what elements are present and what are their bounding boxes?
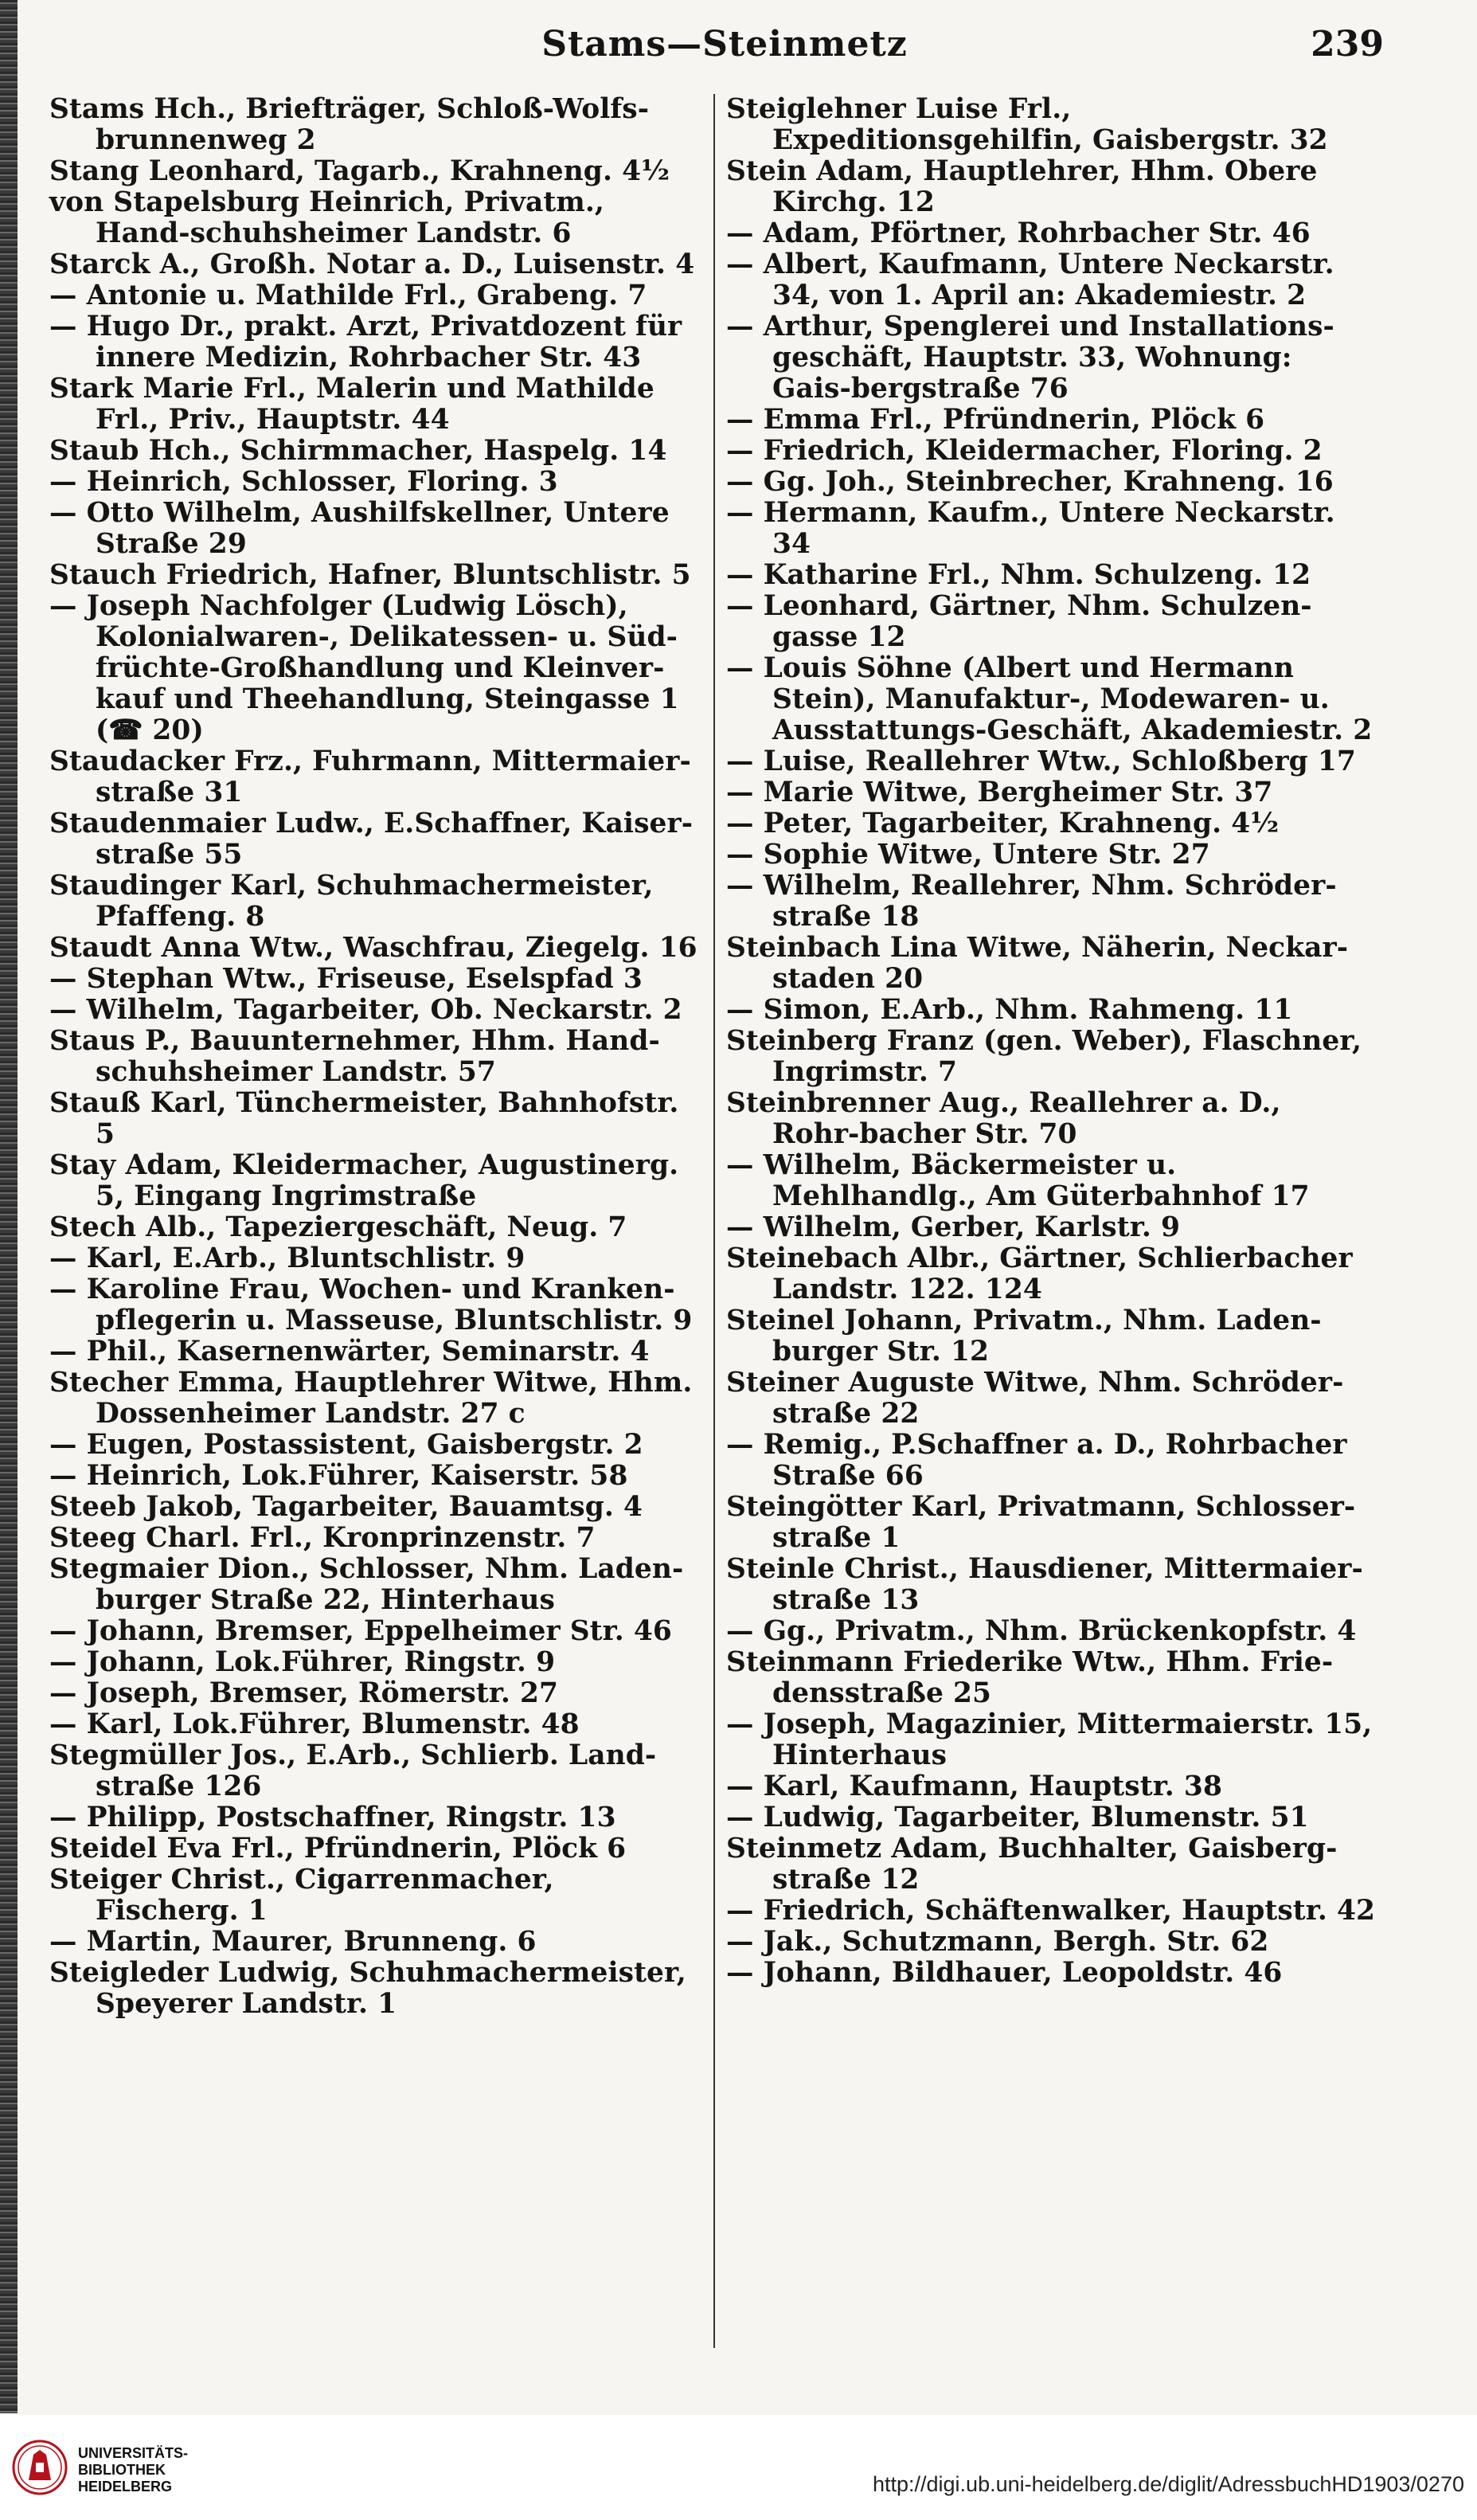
directory-entry: — Friedrich, Kleidermacher, Floring. 2 — [726, 435, 1323, 467]
page-number: 239 — [1311, 24, 1384, 65]
running-head: Stams—Steinmetz — [541, 24, 908, 65]
directory-entry: Steidel Eva Frl., Pfründnerin, Plöck 6 — [49, 1833, 627, 1865]
directory-entry: — Jak., Schutzmann, Bergh. Str. 62 — [726, 1926, 1269, 1958]
directory-entry: — Philipp, Postschaffner, Ringstr. 13 — [49, 1802, 616, 1833]
directory-entry: Steeg Charl. Frl., Kronprinzenstr. 7 — [49, 1522, 596, 1554]
left-column — [49, 94, 701, 2348]
directory-entry: — Wilhelm, Reallehrer, Nhm. Schröder-straße 18 — [726, 870, 1337, 933]
directory-entry: — Martin, Maurer, Brunneng. 6 — [49, 1926, 537, 1958]
directory-entry: — Emma Frl., Pfründnerin, Plöck 6 — [726, 404, 1265, 436]
column-divider — [713, 94, 715, 2348]
directory-entry: Steigleder Ludwig, Schuhmachermeister, Speyerer Landstr. 1 — [49, 1957, 696, 2020]
logo-line: UNIVERSITÄTS- — [78, 2445, 189, 2461]
directory-entry: — Gg. Joh., Steinbrecher, Krahneng. 16 — [726, 466, 1334, 498]
directory-entry: — Hugo Dr., prakt. Arzt, Privatdozent für innere Medizin, Rohrbacher Str. 43 — [49, 311, 692, 374]
directory-entry: — Wilhelm, Gerber, Karlstr. 9 — [726, 1211, 1180, 1243]
directory-entry: — Phil., Kasernenwärter, Seminarstr. 4 — [49, 1336, 650, 1368]
directory-entry: Stark Marie Frl., Malerin und Mathilde Frl., Priv., Hauptstr. 44 — [49, 373, 664, 436]
directory-entry: — Stephan Wtw., Friseuse, Eselspfad 3 — [49, 963, 643, 995]
directory-entry: — Arthur, Spenglerei und Installations-geschäft, Hauptstr. 33, Wohnung: Gais-bergstraße 76 — [726, 311, 1334, 405]
directory-entry: — Karoline Frau, Wochen- und Kranken-pflegerin u. Masseuse, Bluntschlistr. 9 — [49, 1274, 693, 1336]
directory-entry: — Adam, Pförtner, Rohrbacher Str. 46 — [726, 217, 1311, 249]
directory-entry: Staudt Anna Wtw., Waschfrau, Ziegelg. 16 — [49, 932, 697, 964]
directory-entry: — Simon, E.Arb., Nhm. Rahmeng. 11 — [726, 994, 1293, 1026]
directory-entry: — Wilhelm, Bäckermeister u. Mehlhandlg., Am Güterbahnhof 17 — [726, 1149, 1310, 1212]
library-seal-icon — [11, 2431, 68, 2504]
directory-entry: Stegmaier Dion., Schlosser, Nhm. Laden-burger Straße 22, Hinterhaus — [49, 1553, 684, 1616]
directory-entry: — Johann, Bildhauer, Leopoldstr. 46 — [726, 1957, 1283, 1989]
directory-entry: — Louis Söhne (Albert und Hermann Stein), Manufaktur-, Modewaren- u. Ausstattungs-Geschäft, Akademiestr. 2 — [726, 652, 1373, 746]
directory-entry: — Gg., Privatm., Nhm. Brückenkopfstr. 4 — [726, 1615, 1357, 1647]
directory-entry: — Karl, Lok.Führer, Blumenstr. 48 — [49, 1708, 580, 1740]
book-spine-edge — [0, 0, 18, 2413]
directory-entry: — Ludwig, Tagarbeiter, Blumenstr. 51 — [726, 1802, 1309, 1833]
directory-entry: Steiner Auguste Witwe, Nhm. Schröder-straße 22 — [726, 1367, 1344, 1430]
directory-entry: — Peter, Tagarbeiter, Krahneng. 4½ — [726, 808, 1280, 839]
directory-entry: Steinel Johann, Privatm., Nhm. Laden-burger Str. 12 — [726, 1305, 1322, 1368]
directory-entry: Staudenmaier Ludw., E.Schaffner, Kaiser-straße 55 — [49, 808, 694, 871]
directory-entry: — Otto Wilhelm, Aushilfskellner, Untere Straße 29 — [49, 497, 679, 560]
directory-entry: — Eugen, Postassistent, Gaisbergstr. 2 — [49, 1429, 643, 1461]
directory-entry: — Joseph Nachfolger (Ludwig Lösch), Kolonialwaren-, Delikatessen- u. Süd-früchte-Großhandlung und Kleinver-kauf und Theehandlung, Steingasse 1 (☎ 20) — [49, 590, 689, 746]
directory-entry: — Albert, Kaufmann, Untere Neckarstr. 34, von 1. April an: Akademiestr. 2 — [726, 248, 1344, 311]
directory-entry: von Stapelsburg Heinrich, Privatm., Hand-schuhsheimer Landstr. 6 — [49, 186, 615, 249]
directory-entry: Steinebach Albr., Gärtner, Schlierbacher Landstr. 122. 124 — [726, 1242, 1362, 1305]
directory-entry: Stecher Emma, Hauptlehrer Witwe, Hhm. Dossenheimer Landstr. 27 c — [49, 1367, 702, 1430]
directory-entry: Steinmetz Adam, Buchhalter, Gaisberg-straße 12 — [726, 1833, 1338, 1896]
directory-entry: Stauch Friedrich, Hafner, Bluntschlistr. 5 — [49, 559, 691, 591]
directory-entry: Stauß Karl, Tünchermeister, Bahnhofstr. 5 — [49, 1087, 689, 1150]
directory-entry: — Leonhard, Gärtner, Nhm. Schulzen-gasse 12 — [726, 590, 1312, 653]
directory-entry: — Johann, Bremser, Eppelheimer Str. 46 — [49, 1615, 672, 1647]
directory-entry: Steingötter Karl, Privatmann, Schlosser-straße 1 — [726, 1491, 1356, 1554]
directory-entry: Starck A., Großh. Notar a. D., Luisenstr. 4 — [49, 248, 695, 280]
directory-entry: Steinmann Friederike Wtw., Hhm. Frie-densstraße 25 — [726, 1646, 1334, 1709]
directory-entry: — Katharine Frl., Nhm. Schulzeng. 12 — [726, 559, 1311, 591]
directory-entry: Staudinger Karl, Schuhmachermeister, Pfaffeng. 8 — [49, 870, 663, 933]
directory-entry: Steinbach Lina Witwe, Näherin, Neckar-staden 20 — [726, 932, 1349, 995]
directory-entry: — Luise, Reallehrer Wtw., Schloßberg 17 — [726, 745, 1356, 777]
directory-entry: Steiger Christ., Cigarrenmacher, Fischerg. 1 — [49, 1864, 564, 1927]
directory-entry: Stech Alb., Tapeziergeschäft, Neug. 7 — [49, 1211, 627, 1243]
page-header — [48, 18, 1401, 73]
directory-columns — [49, 94, 1395, 2348]
directory-entry: — Remig., P.Schaffner a. D., Rohrbacher Straße 66 — [726, 1429, 1357, 1492]
directory-entry: — Antonie u. Mathilde Frl., Grabeng. 7 — [49, 280, 647, 311]
directory-entry: Steinbrenner Aug., Reallehrer a. D., Rohr-bacher Str. 70 — [726, 1087, 1291, 1150]
directory-entry: Steiglehner Luise Frl., Expeditionsgehilfin, Gaisbergstr. 32 — [726, 93, 1328, 156]
directory-entry: Staub Hch., Schirmmacher, Haspelg. 14 — [49, 435, 667, 467]
directory-entry: — Joseph, Bremser, Römerstr. 27 — [49, 1677, 559, 1709]
right-column — [726, 93, 1382, 2348]
directory-entry: Steinberg Franz (gen. Weber), Flaschner, Ingrimstr. 7 — [726, 1025, 1372, 1088]
directory-entry: Stams Hch., Briefträger, Schloß-Wolfs-brunnenweg 2 — [49, 93, 650, 156]
directory-entry: — Hermann, Kaufm., Untere Neckarstr. 34 — [726, 497, 1345, 560]
directory-entry: — Joseph, Magazinier, Mittermaierstr. 15, Hinterhaus — [726, 1708, 1382, 1771]
logo-line: HEIDELBERG — [78, 2479, 173, 2495]
library-logo-text — [78, 2445, 188, 2495]
directory-entry: — Karl, Kaufmann, Hauptstr. 38 — [726, 1771, 1222, 1802]
directory-entry: Stein Adam, Hauptlehrer, Hhm. Obere Kirchg. 12 — [726, 155, 1327, 218]
directory-entry: Stay Adam, Kleidermacher, Augustinerg. 5, Eingang Ingrimstraße — [49, 1149, 689, 1212]
directory-entry: Steinle Christ., Hausdiener, Mittermaier-straße 13 — [726, 1553, 1363, 1616]
source-url-link[interactable]: http://digi.ub.uni-heidelberg.de/diglit/AdressbuchHD1903/0270 — [872, 2472, 1464, 2496]
directory-entry: — Karl, E.Arb., Bluntschlistr. 9 — [49, 1242, 526, 1274]
directory-entry: — Johann, Lok.Führer, Ringstr. 9 — [49, 1646, 556, 1678]
directory-entry: — Marie Witwe, Bergheimer Str. 37 — [726, 777, 1273, 808]
directory-entry: — Friedrich, Schäftenwalker, Hauptstr. 42 — [726, 1895, 1376, 1927]
directory-entry: Steeb Jakob, Tagarbeiter, Bauamtsg. 4 — [49, 1491, 643, 1523]
directory-entry: Stegmüller Jos., E.Arb., Schlierb. Land-straße 126 — [49, 1739, 657, 1802]
directory-entry: Staus P., Bauunternehmer, Hhm. Hand-schuhsheimer Landstr. 57 — [49, 1025, 660, 1088]
directory-entry: — Heinrich, Schlosser, Floring. 3 — [49, 466, 558, 498]
logo-line: BIBLIOTHEK — [78, 2462, 166, 2478]
directory-entry: — Heinrich, Lok.Führer, Kaiserstr. 58 — [49, 1460, 628, 1492]
directory-entry: — Sophie Witwe, Untere Str. 27 — [726, 839, 1210, 871]
directory-entry: Stang Leonhard, Tagarb., Krahneng. 4½ — [49, 155, 670, 187]
viewer-footer — [0, 2415, 1477, 2520]
directory-entry: Staudacker Frz., Fuhrmann, Mittermaier-straße 31 — [49, 745, 691, 808]
directory-entry: — Wilhelm, Tagarbeiter, Ob. Neckarstr. 2 — [49, 994, 682, 1026]
